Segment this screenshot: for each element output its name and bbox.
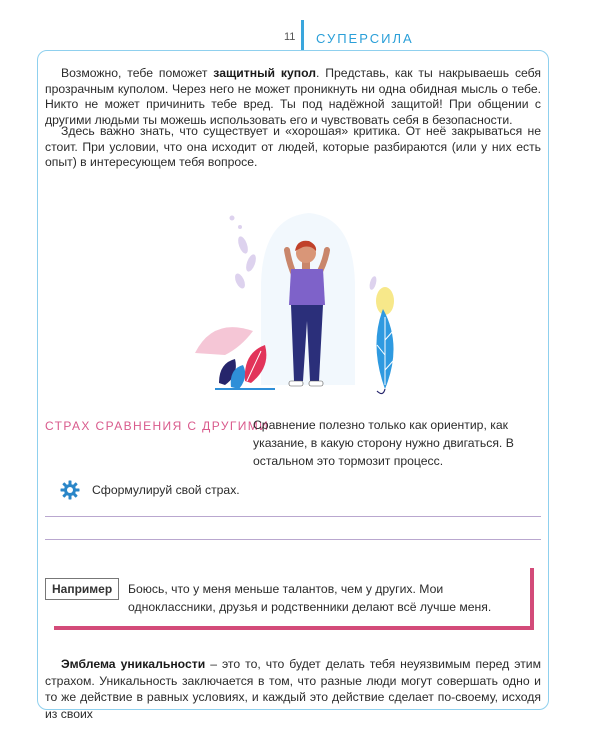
example-text: Боюсь, что у меня меньше талантов, чем у других. Мои одноклассники, друзья и родственники делают всё лучше меня. <box>128 582 492 614</box>
section-title: СУПЕРСИЛА <box>316 31 414 46</box>
term-dome: защитный купол <box>213 66 316 80</box>
example-label: Например <box>45 578 119 600</box>
example-border-bottom <box>54 626 534 630</box>
fear-section-title: СТРАХ СРАВНЕНИЯ С ДРУГИМИ <box>45 419 270 433</box>
paragraph-criticism: Здесь важно знать, что существует и «хорошая» критика. От неё закрываться не стоит. При условии, что она исходит от людей, которые разбираются (или у них есть опыт) в интересующем тебя вопросе. <box>45 124 541 169</box>
task-prompt: Сформулируй свой страх. <box>92 483 240 497</box>
term-emblem: Эмблема уникальности <box>61 657 206 671</box>
page-number: 11 <box>284 31 296 43</box>
answer-line-2[interactable] <box>45 539 541 540</box>
paragraph-emblem: Эмблема уникальности – это то, что будет делать тебя неуязвимым перед этим страхом. Уникальность заключается в том, что разные люди могут совершать одно и то же действие в равных условиях, и каждый это действие сделает по-своему, исходя из своих <box>45 657 541 721</box>
header-divider <box>301 20 304 50</box>
boy-under-dome-illustration <box>185 205 425 397</box>
example-border-right <box>530 568 534 629</box>
paragraph-dome: Возможно, тебе поможет защитный купол. Представь, как ты накрываешь себя прозрачным куполом. Через него не может проникнуть ни одна обидная мысль о тебе. Никто не может причинить тебе вред. Ты под надёжной защитой! При общении с другими людьми ты можешь использовать его и чувствовать себя в безопасности. <box>45 66 541 127</box>
gear-icon <box>60 480 80 500</box>
answer-line-1[interactable] <box>45 516 541 517</box>
fear-section-text: Сравнение полезно только как ориентир, как указание, в какую сторону нужно двигаться. В остальном это тормозит процесс. <box>253 418 514 468</box>
